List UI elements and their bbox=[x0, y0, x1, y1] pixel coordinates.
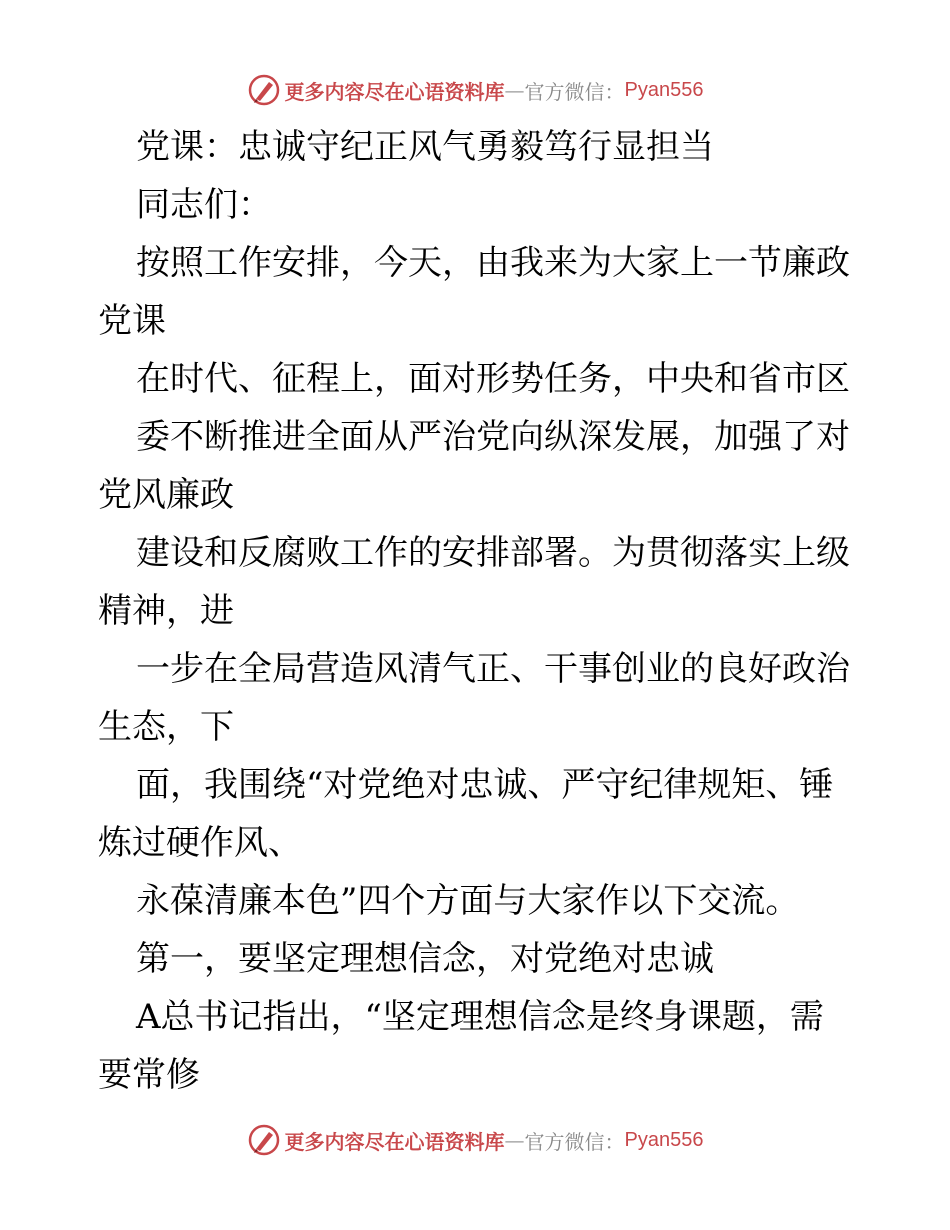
watermark-dash: — bbox=[504, 78, 525, 102]
doc-section-heading: 第一，要坚定理想信念，对党绝对忠诚 bbox=[136, 939, 714, 979]
document-body bbox=[98, 118, 858, 1104]
doc-line: 按照工作安排，今天，由我来为大家上一节廉政 bbox=[136, 243, 850, 283]
doc-line: 要常修 bbox=[98, 1055, 200, 1095]
pen-logo-icon bbox=[247, 1123, 281, 1157]
doc-line: 生态，下 bbox=[98, 707, 234, 747]
watermark-label: 官方微信： bbox=[524, 79, 625, 104]
doc-line: 党课 bbox=[98, 301, 166, 341]
watermark-wechat-id: Pyan556 bbox=[624, 1128, 704, 1151]
watermark-brand: 更多内容尽在心语资料库 bbox=[284, 79, 505, 104]
doc-line: 面，我围绕“对党绝对忠诚、严守纪律规矩、锤 bbox=[136, 765, 834, 805]
doc-line: 一步在全局营造风清气正、干事创业的良好政治 bbox=[136, 649, 850, 689]
doc-line: 委不断推进全面从严治党向纵深发展，加强了对 bbox=[136, 417, 850, 457]
doc-line: 永葆清廉本色”四个方面与大家作以下交流。 bbox=[136, 881, 800, 921]
doc-title: 党课：忠诚守纪正风气勇毅笃行显担当 bbox=[136, 127, 714, 167]
watermark-brand: 更多内容尽在心语资料库 bbox=[284, 1129, 505, 1154]
doc-salutation: 同志们： bbox=[136, 185, 272, 225]
doc-line: 在时代、征程上，面对形势任务，中央和省市区 bbox=[136, 359, 850, 399]
doc-line: 炼过硬作风、 bbox=[98, 823, 302, 863]
header-watermark bbox=[0, 70, 950, 110]
watermark-wechat-id: Pyan556 bbox=[624, 78, 704, 101]
watermark-label: 官方微信： bbox=[524, 1129, 625, 1154]
doc-line: 精神，进 bbox=[98, 591, 234, 631]
doc-line: A总书记指出，“坚定理想信念是终身课题，需 bbox=[136, 997, 824, 1037]
watermark-dash: — bbox=[504, 1128, 525, 1152]
footer-watermark bbox=[0, 1120, 950, 1160]
pen-logo-icon bbox=[247, 73, 281, 107]
doc-line: 建设和反腐败工作的安排部署。为贯彻落实上级 bbox=[136, 533, 850, 573]
doc-line: 党风廉政 bbox=[98, 475, 234, 515]
